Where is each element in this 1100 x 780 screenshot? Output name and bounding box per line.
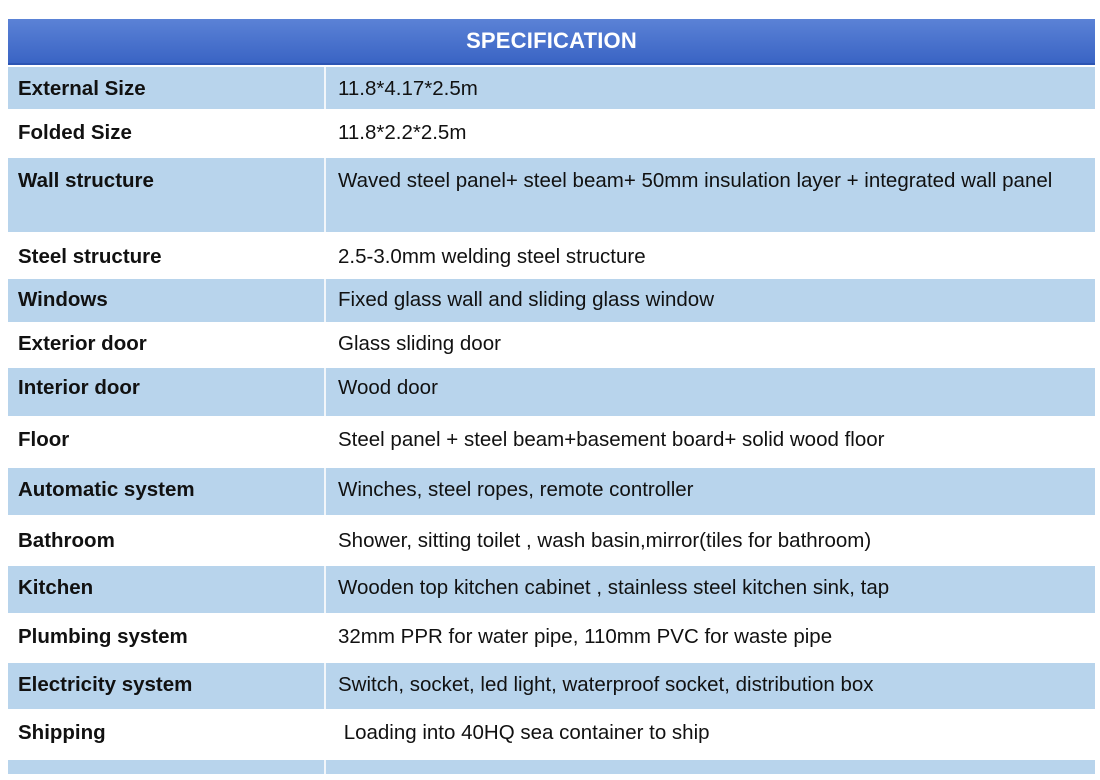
spec-label: Exterior door bbox=[8, 324, 324, 366]
table-row bbox=[8, 566, 1095, 613]
spec-label: Automatic system bbox=[8, 468, 324, 515]
table-row bbox=[8, 517, 1095, 564]
spec-value: Glass sliding door bbox=[324, 324, 1095, 366]
spec-label: Folded Size bbox=[8, 111, 324, 156]
table-row bbox=[8, 663, 1095, 709]
spec-value: Wooden top kitchen cabinet , stainless steel kitchen sink, tap bbox=[324, 566, 1095, 613]
spec-label: Electricity system bbox=[8, 663, 324, 709]
table-row bbox=[8, 67, 1095, 109]
spec-value: 32mm PPR for water pipe, 110mm PVC for waste pipe bbox=[324, 615, 1095, 661]
table-row bbox=[8, 418, 1095, 466]
table-row bbox=[8, 324, 1095, 366]
table-row bbox=[8, 368, 1095, 416]
table-header bbox=[8, 19, 1095, 65]
spec-label: External Size bbox=[8, 67, 324, 109]
spec-label: Floor bbox=[8, 418, 324, 466]
table-row bbox=[8, 111, 1095, 156]
partial-value-cell bbox=[324, 760, 1095, 774]
spec-label: Windows bbox=[8, 279, 324, 322]
table-row bbox=[8, 234, 1095, 277]
spec-label: Kitchen bbox=[8, 566, 324, 613]
spec-value: Wood door bbox=[324, 368, 1095, 416]
spec-value: 11.8*4.17*2.5m bbox=[324, 67, 1095, 109]
spec-value: Shower, sitting toilet , wash basin,mirror(tiles for bathroom) bbox=[324, 517, 1095, 564]
table-row bbox=[8, 158, 1095, 232]
spec-value: Steel panel + steel beam+basement board+ solid wood floor bbox=[324, 418, 1095, 466]
spec-value: Switch, socket, led light, waterproof socket, distribution box bbox=[324, 663, 1095, 709]
table-title: SPECIFICATION bbox=[466, 28, 637, 53]
spec-value: Winches, steel ropes, remote controller bbox=[324, 468, 1095, 515]
spec-value: 11.8*2.2*2.5m bbox=[324, 111, 1095, 156]
spec-label: Bathroom bbox=[8, 517, 324, 564]
table-row bbox=[8, 711, 1095, 758]
spec-value: Waved steel panel+ steel beam+ 50mm insulation layer + integrated wall panel bbox=[324, 158, 1095, 232]
table-row bbox=[8, 468, 1095, 515]
partial-label-cell bbox=[8, 760, 324, 774]
spec-label: Wall structure bbox=[8, 158, 324, 232]
spec-label: Interior door bbox=[8, 368, 324, 416]
spec-value: Fixed glass wall and sliding glass window bbox=[324, 279, 1095, 322]
spec-value: Loading into 40HQ sea container to ship bbox=[324, 711, 1095, 758]
spec-value: 2.5-3.0mm welding steel structure bbox=[324, 234, 1095, 277]
table-row bbox=[8, 615, 1095, 661]
spec-label: Plumbing system bbox=[8, 615, 324, 661]
spec-label: Shipping bbox=[8, 711, 324, 758]
spec-label: Steel structure bbox=[8, 234, 324, 277]
table-row-partial bbox=[8, 760, 1095, 774]
table-row bbox=[8, 279, 1095, 322]
